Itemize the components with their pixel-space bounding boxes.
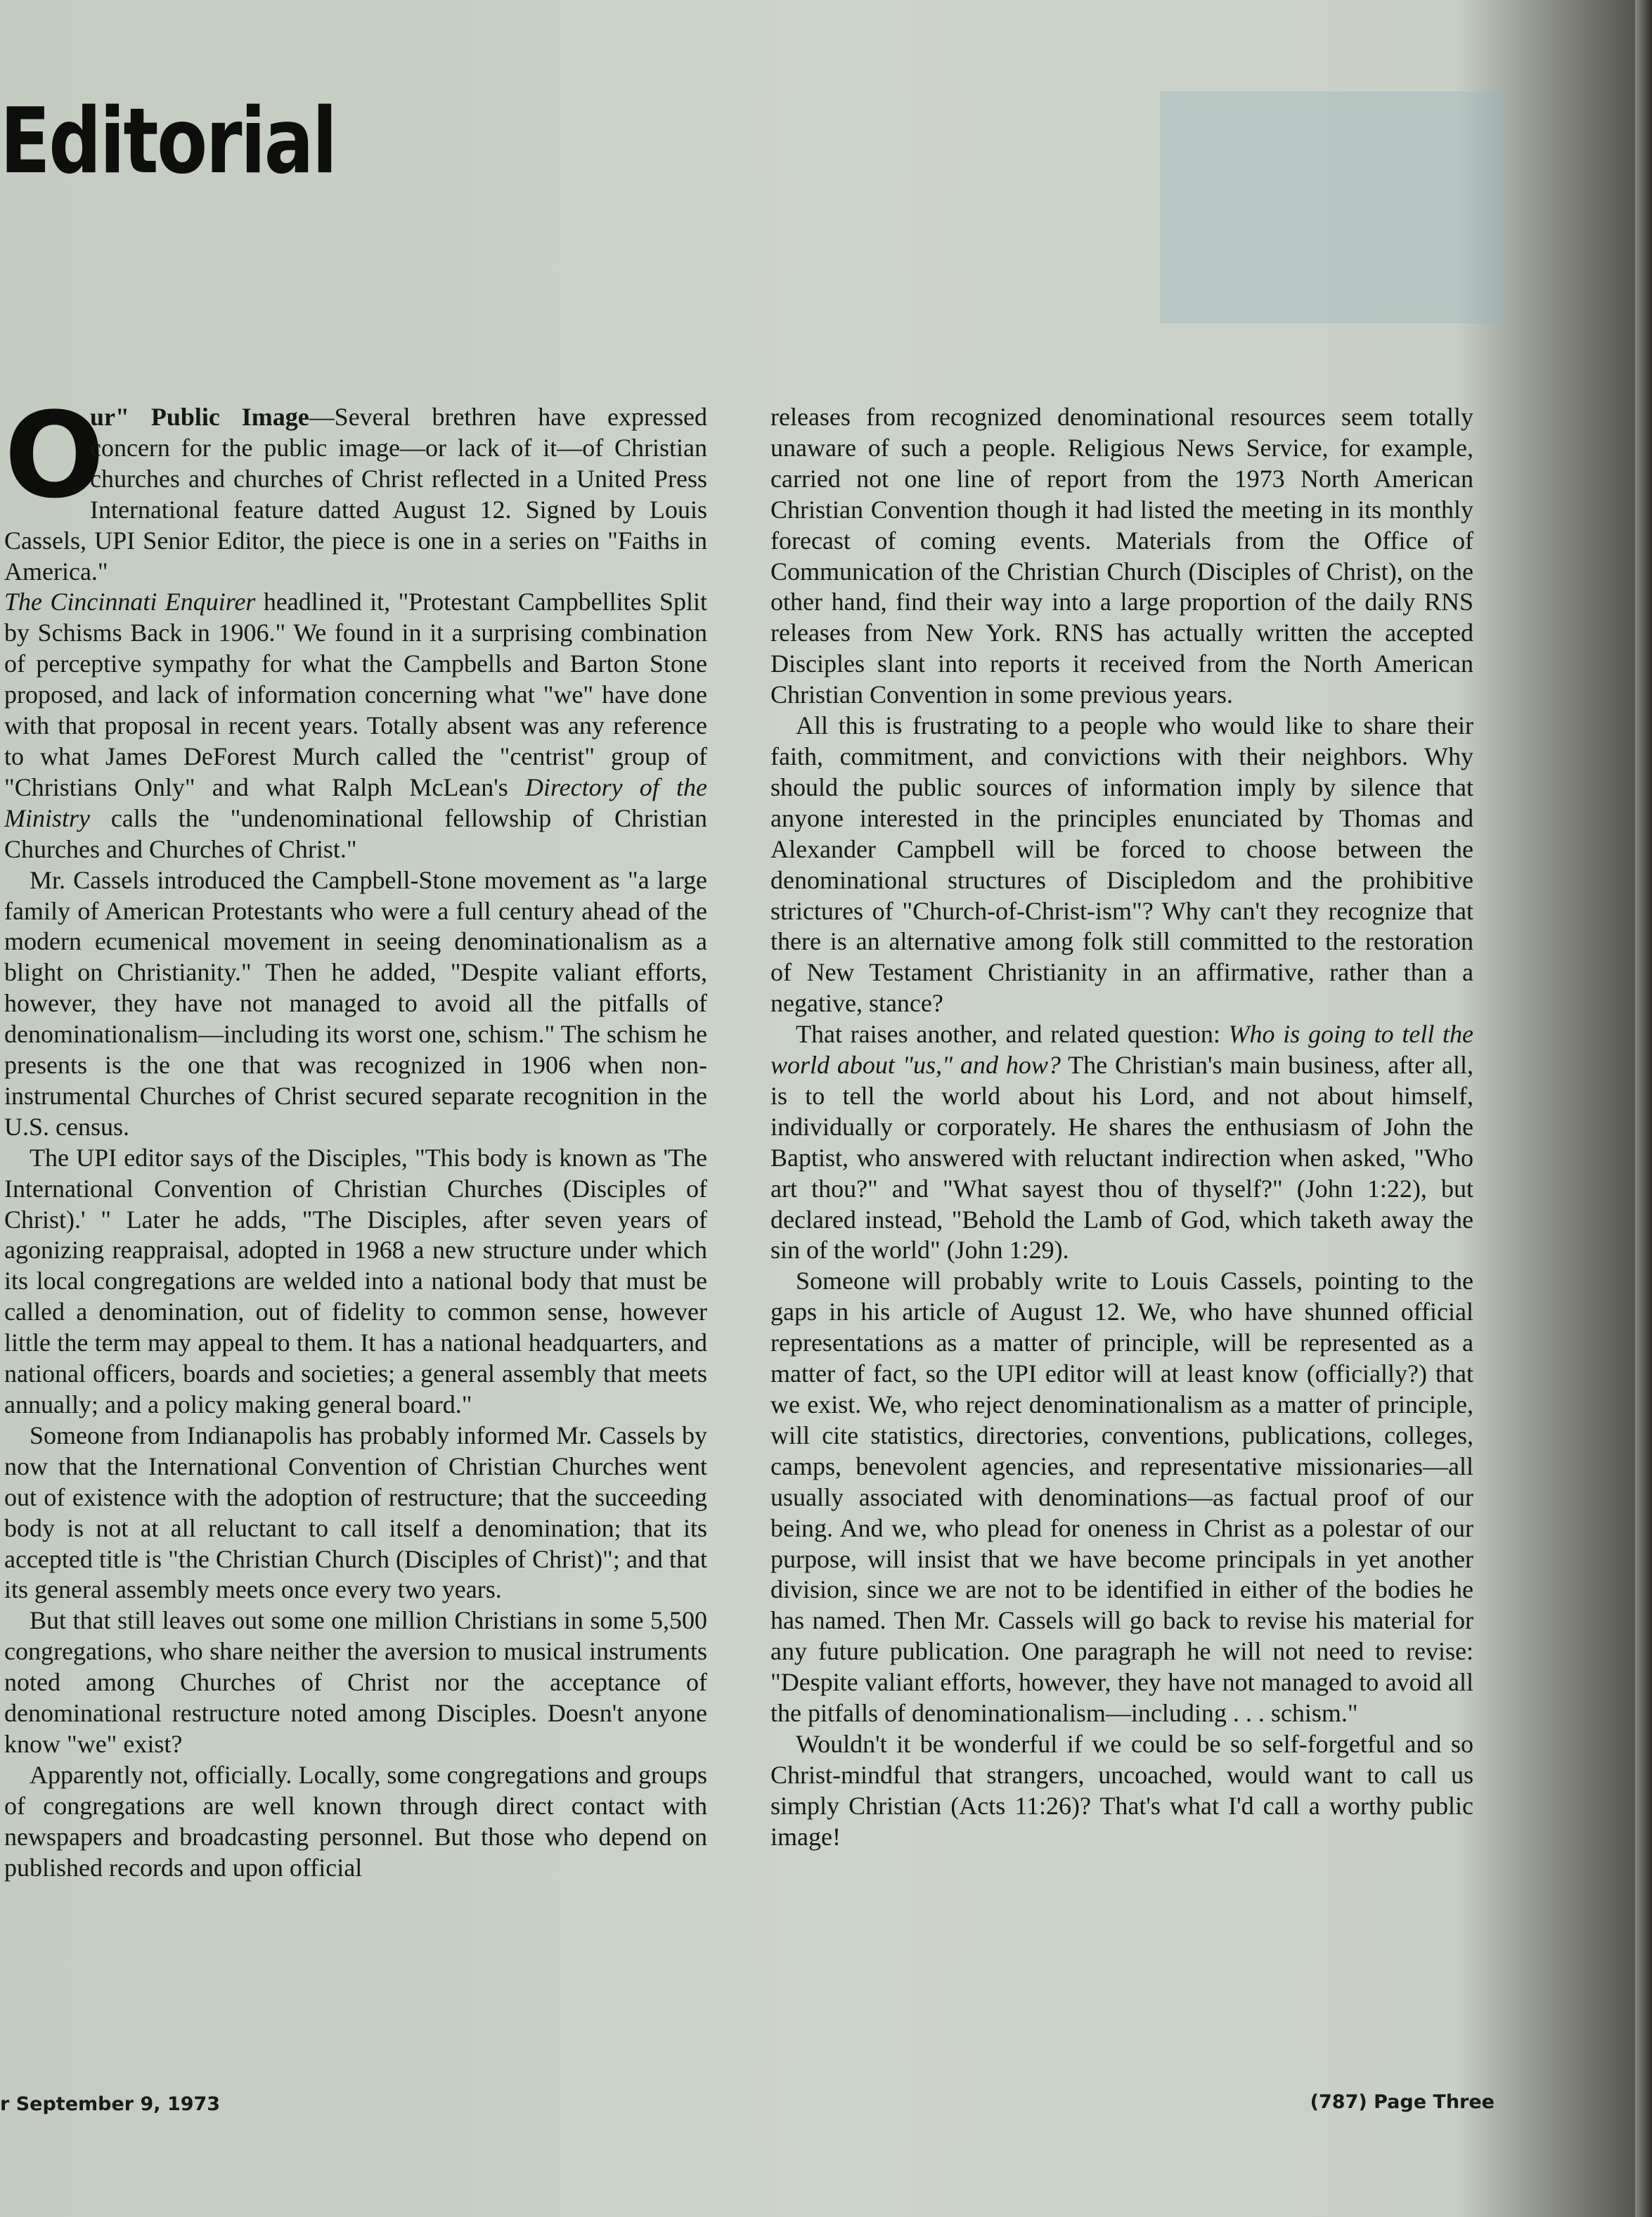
paragraph-9: All this is frustrating to a people who would like to share their faith, commitment, and convictions with their neighbors. Why should the public sources of information imply by silence that anyone interested in the principles enunciated by Thomas and Alexander Campbell will be forced to choose between the denominational structures of Discipledom and the prohibitive strictures of "Church-of-Christ-ism"? Why can't they recognize that there is an alternative among folk still committed to the restoration of New Testament Christianity in an affirmative, rather than a negative, stance? (770, 711, 1473, 1018)
drop-cap: O (4, 387, 105, 524)
paragraph-3: Mr. Cassels introduced the Campbell-Stone movement as "a large family of American Protestants who were a full century ahead of the modern ecumenical movement in seeing denominationalism as a blight on Christianity." Then he added, "Despite valiant efforts, however, they have not managed to avoid all the pitfalls of denominationalism—including its worst one, schism." The schism he presents is the one that was recognized in 1906 when non-instrumental Churches of Christ secured separate recognition in the U.S. census. (4, 865, 707, 1141)
right-column (770, 402, 1473, 1853)
page-edge-shadow (1635, 0, 1652, 2217)
masthead-title: Editorial (0, 89, 336, 194)
footer-page-number: (787) Page Three (1310, 2091, 1495, 2113)
bleed-through-block (1160, 91, 1504, 323)
paragraph-7: Apparently not, officially. Locally, some congregations and groups of congregations are well known through direct contact with newspapers and broadcasting personnel. But those who depend on published records and upon official (4, 1760, 707, 1882)
paragraph-6: But that still leaves out some one million Christians in some 5,500 congregations, who share neither the aversion to musical instruments noted among Churches of Christ nor the acceptance of denominational restructure noted among Disciples. Doesn't anyone know "we" exist? (4, 1606, 707, 1758)
paragraph-10 (770, 1019, 1473, 1266)
paragraph-5: Someone from Indianapolis has probably informed Mr. Cassels by now that the International Convention of Christian Churches went out of existence with the adoption of restructure; that the succeeding body is not at all reluctant to call itself a denomination; that its accepted title is "the Christian Church (Disciples of Christ)"; and that its general assembly meets once every two years. (4, 1421, 707, 1604)
paragraph-12: Wouldn't it be wonderful if we could be so self-forgetful and so Christ-mindful that strangers, uncoached, would want to call us simply Christian (Acts 11:26)? That's what I'd call a worthy public image! (770, 1729, 1473, 1851)
paragraph-11: Someone will probably write to Louis Cassels, pointing to the gaps in his article of August 12. We, who have shunned official representations as a matter of principle, will be represented as a matter of fact, so the UPI editor will at least know (officially?) that we exist. We, who reject denominationalism as a matter of principle, will cite statistics, directories, conventions, publications, colleges, camps, benevolent agencies, and representative missionaries—all usually associated with denominations—as factual proof of our being. And we, who plead for oneness in Christ as a polestar of our purpose, will insist that we have become principals in yet another division, since we are not to be identified in either of the bodies he has named. Then Mr. Cassels will go back to revise his material for any future publication. One paragraph he will not need to revise: "Despite valiant efforts, however, they have not managed to avoid all the pitfalls of denominationalism—including . . . schism." (770, 1267, 1473, 1728)
paragraph-10-text: The Christian's main business, after all, is to tell the world about his Lord, and not about himself, individually or corporately. He shares the enthusiasm of John the Baptist, who answered with reluctant indirection when asked, "Who art thou?" and "What sayest thou of thyself?" (John 1:22), but declared instead, "Behold the Lamb of God, which taketh away the sin of the world" (John 1:29). (770, 1051, 1474, 1265)
footer-date: r September 9, 1973 (0, 2093, 221, 2115)
paragraph-10-question: Who is going to tell the world about "us," and how? (770, 1020, 1474, 1080)
paragraph-10-intro: That raises another, and related question: (796, 1020, 1229, 1049)
left-column (4, 387, 707, 1884)
paragraph-2: The Cincinnati Enquirer headlined it, "Protestant Campbellites Split by Schisms Back in 1906." We found in it a surprising combination of perceptive sympathy for what the Campbells and Barton Stone proposed, and lack of information concerning what "we" have done with that proposal in recent years. Totally absent was any reference to what James DeForest Murch called the "centrist" group of "Christians Only" and what Ralph McLean's Directory of the Ministry calls the "undenominational fellowship of Christian Churches and Churches of Christ." (4, 588, 707, 863)
paragraph-1-text: —Several brethren have expressed concern for the public image—or lack of it—of Christian churches and churches of Christ reflected in a United Press International feature datted August 12. Signed by Louis Cassels, UPI Senior Editor, the piece is one in a series on "Faiths in America." (4, 403, 707, 586)
lead-in: ur" Public Image (90, 403, 309, 431)
paragraph-4: The UPI editor says of the Disciples, "This body is known as 'The International Convention of Christian Churches (Disciples of Christ).' " Later he adds, "The Disciples, after seven years of agonizing reappraisal, adopted in 1968 a new structure under which its local congregations are welded into a national body that must be called a denomination, out of fidelity to common sense, however little the term may appeal to them. It has a national headquarters, and national officers, boards and societies; a general assembly that meets annually; and a policy making general board." (4, 1143, 707, 1418)
paragraph-1 (4, 387, 707, 587)
paragraph-8: releases from recognized denominational resources seem totally unaware of such a people. Religious News Service, for example, carried not one line of report from the 1973 North American Christian Convention though it had listed the meeting in its monthly forecast of coming events. Materials from the Office of Communication of the Christian Church (Disciples of Christ), on the other hand, find their way into a large proportion of the daily RNS releases from New York. RNS has actually written the accepted Disciples slant into reports it received from the North American Christian Convention in some previous years. (770, 403, 1473, 709)
